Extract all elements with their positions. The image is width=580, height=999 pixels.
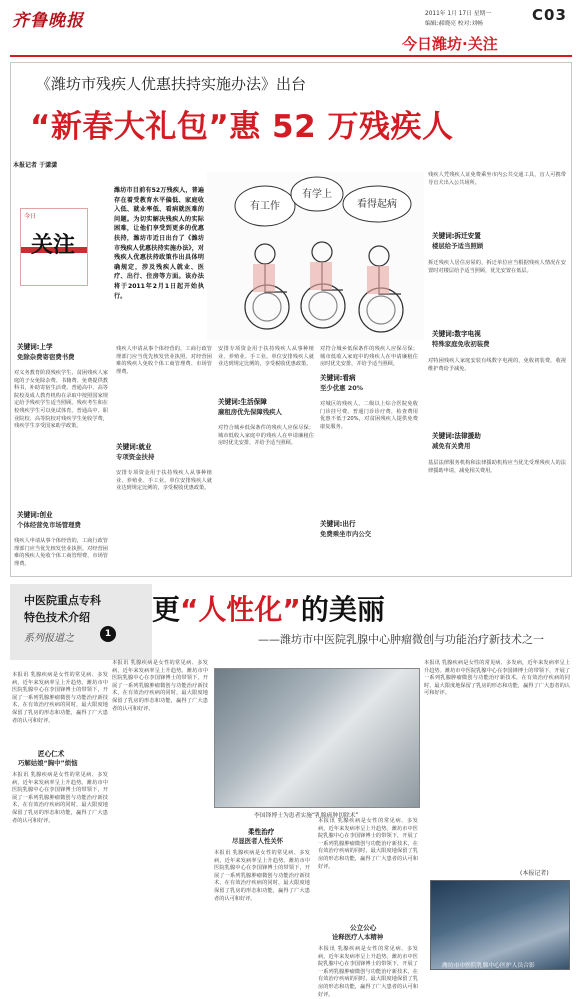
kw-tv-head: 关键词:数字电视: [432, 330, 481, 338]
kw-travel-keyword: 免费乘坐市内公交: [320, 530, 372, 538]
issue-date: 2011年 1月 17日 星期一: [425, 11, 492, 17]
staff-photo: [430, 880, 570, 970]
kw-school-head: 关键词:上学: [17, 343, 53, 351]
bubble-work: 有工作: [250, 201, 280, 212]
page-number: C03: [532, 6, 567, 24]
kw-life-body: 对符合城乡低保条件的残疾人应保尽保；城市低收入家庭中的残疾人在申请廉租住房时优先安排，并给予适当照顾。: [218, 425, 314, 447]
bubble-school: 有学上: [302, 189, 332, 200]
kw-relocate-keyword: 楼层给予适当照顾: [432, 242, 484, 250]
kw-relocate-head: 关键词:拆迁安置: [432, 232, 481, 240]
kw-employ-head: 关键词:就业: [116, 443, 152, 451]
series-band-line2: 特色技术介绍: [24, 611, 90, 624]
badge-top-label: 今日: [24, 213, 37, 220]
kw-medical-body: 对城区的残疾人，二级以上综合医院免收门诊挂号费、普通门诊诊疗费，检查费用优惠不低于20%，对贫困残疾人提供免费康复服务。: [320, 401, 418, 430]
a2-sec1-head: 匠心仁术: [38, 750, 65, 758]
a2-sec1-sub: 巧解姑娘“胸中”烦恼: [18, 759, 78, 767]
kw-tv-body: 对特困残疾人家庭安装有线数字电视的，免收初装费，收视维护费给予减免。: [428, 358, 566, 372]
kw-startup-body: 残疾人申请从事个体经营的，工商行政管理部门应当优先核发营业执照。对经营困难的残疾人免收个体工商管理费、市场管理费。: [14, 538, 108, 567]
kw-medical-keyword: 至少优惠 20%: [320, 384, 364, 392]
a2-sec2-sub: 尽显医者人性关怀: [232, 837, 284, 845]
a2-intro: 本报讯 乳腺疾病是女性的常见病、多发病，近年来发病率呈上升趋势。潍坊市中医院乳腺中心在李国锋博士的带领下，开展了一系列乳腺肿瘤微创与功能治疗新技术，在有效治疗疾病的同时，最大限度地保留了乳房的形态和功能，赢得了广大患者的认可和好评。: [12, 672, 108, 724]
bubble-medical: 看得起病: [357, 199, 397, 210]
a2-sec3-head: 公立公心: [350, 924, 377, 932]
series-band-line1: 中医院重点专科: [24, 594, 101, 607]
a2-col2-body: 本报讯 乳腺疾病是女性的常见病、多发病，近年来发病率呈上升趋势。潍坊市中医院乳腺中心在李国锋博士的带领下，开展了一系列乳腺肿瘤微创与功能治疗新技术，在有效治疗疾病的同时，最大限度地保留了乳房的形态和功能，赢得了广大患者的认可和好评。: [112, 660, 208, 712]
kw-employ-keyword: 专项资金扶持: [116, 453, 155, 461]
article2-subtitle: ——潍坊市中医院乳腺中心肿瘤微创与功能治疗新技术之一: [258, 633, 544, 646]
article1-byline: 本报记者 于潇潇: [13, 162, 58, 169]
kw-legal-body: 基层法律服务机构和法律援助机构应当优先受理残疾人的法律援助申请，减免相关费用。: [428, 460, 566, 474]
today-focus-badge: [20, 208, 88, 286]
kw-employ-body: 安排专项资金用于扶持残疾人从事种植业、养殖业、手工业。单位安排残疾人就业达到规定比例的，享受税收优惠政策。: [116, 470, 212, 492]
a2-sec2-head: 柔性治疗: [248, 828, 275, 836]
section-name: 今日潍坊·关注: [402, 35, 498, 53]
kw-startup-cont: 残疾人申请从事个体经营的，工商行政管理部门应当优先核发营业执照。对经营困难的残疾人免收个体工商管理费、市场管理费。: [116, 346, 212, 375]
newspaper-brand: 齐鲁晚报: [12, 11, 84, 31]
kw-travel-head: 关键词:出行: [320, 520, 356, 528]
kw-legal-keyword: 减免有关费用: [432, 442, 471, 450]
headline-right: 的美丽: [300, 593, 385, 626]
kw-startup-keyword: 个体经营免市场管理费: [17, 521, 81, 529]
a2-col5-body: 本报讯 乳腺疾病是女性的常见病、多发病，近年来发病率呈上升趋势。潍坊市中医院乳腺中心在李国锋博士的带领下，开展了一系列乳腺肿瘤微创与功能治疗新技术，在有效治疗疾病的同时，最大限度地保留了乳房的形态和功能，赢得了广大患者的认可和好评。: [424, 660, 570, 697]
kw-startup-head: 关键词:创业: [17, 511, 53, 519]
headline-left: 更: [152, 593, 181, 626]
badge-main-label: 关注: [31, 233, 76, 258]
header-rule: [10, 55, 572, 57]
article1-headline: “新春大礼包”惠 52 万残疾人: [30, 109, 454, 145]
kw-life-cont: 对符合城乡低保条件的残疾人应保尽保；城市低收入家庭中的残疾人在申请廉租住房时优先安排，并给予适当照顾。: [320, 346, 418, 368]
kw-relocate-body: 拆迁残疾人居住房屋的，拆迁单位应当根据残疾人情况在安置时对楼层给予适当照顾，优先安置在低层。: [428, 260, 566, 274]
kw-life-head: 关键词:生活保障: [218, 398, 267, 406]
kw-life-keyword: 廉租房优先保障残疾人: [218, 408, 282, 416]
kw-tv-keyword: 特殊家庭免收初装费: [432, 340, 490, 348]
a2-col1-body: 本报讯 乳腺疾病是女性的常见病、多发病，近年来发病率呈上升趋势。潍坊市中医院乳腺中心在李国锋博士的带领下，开展了一系列乳腺肿瘤微创与功能治疗新技术，在有效治疗疾病的同时，最大限度地保留了乳房的形态和功能，赢得了广大患者的认可和好评。: [12, 772, 108, 824]
a2-col4-body: 本报讯 乳腺疾病是女性的常见病、多发病，近年来发病率呈上升趋势。潍坊市中医院乳腺中心在李国锋博士的带领下，开展了一系列乳腺肿瘤微创与功能治疗新技术，在有效治疗疾病的同时，最大限度地保留了乳房的形态和功能，赢得了广大患者的认可和好评。: [318, 818, 418, 870]
wheelchair-illustration: [207, 172, 424, 340]
editor-line: 编辑:郝晓亮 校对:刘畅: [425, 21, 483, 27]
series-number: 1: [100, 626, 116, 642]
a2-col4-tail: 本报讯 乳腺疾病是女性的常见病、多发病，近年来发病率呈上升趋势。潍坊市中医院乳腺中心在李国锋博士的带领下，开展了一系列乳腺肿瘤微创与功能治疗新技术，在有效治疗疾病的同时，最大限度地保留了乳房的形态和功能，赢得了广大患者的认可和好评。: [318, 946, 418, 998]
a2-sec3-sub: 诠释医疗人本精神: [332, 933, 384, 941]
a2-signature: (本报记者): [520, 870, 549, 877]
staff-photo-caption: 潍坊市中医院乳腺中心医护人员合影: [442, 963, 535, 969]
headline-quote: “人性化”: [180, 593, 301, 626]
kw-medical-head: 关键词:看病: [320, 374, 356, 382]
kw-travel-body: 残疾人凭残疾人证免费乘坐市内公共交通工具，盲人可携带导盲犬出入公共场所。: [428, 172, 566, 186]
article1-lead: 潍坊市目前有52万残疾人，普遍存在着受教育水平偏低、家庭收入低、就业率低、看病就医难的问题。为切实解决残疾人的实际困难，让他们享受到更多的优惠扶持，潍坊市近日出台了《潍坊市残疾人优惠扶持实施办法》，对残疾人优惠扶持政策作出具体明确规定，涉及残疾人就业、医疗、出行、住房等方面。该办法将于2011年2月1日起开始执行。: [114, 187, 204, 300]
series-band-line3: 系列报道之: [24, 633, 74, 644]
article2-headline: [152, 588, 385, 628]
a2-col3-body: 本报讯 乳腺疾病是女性的常见病、多发病，近年来发病率呈上升趋势。潍坊市中医院乳腺中心在李国锋博士的带领下，开展了一系列乳腺肿瘤微创与功能治疗新技术，在有效治疗疾病的同时，最大限度地保留了乳房的形态和功能，赢得了广大患者的认可和好评。: [214, 850, 310, 902]
article1-subtitle: 《潍坊市残疾人优惠扶持实施办法》出台: [36, 75, 307, 93]
kw-school-body: 对义务教育阶段残疾学生、贫困残疾人家庭的子女免除杂费、书籍费、免费提供教科书，补助寄宿生活费。普通高中、高等院校及成人教育机构在录取中按照国家规定给予残疾学生适当照顾。残疾考生和在校残疾学生可以免试体育。普通高中、职业院校、高等院校对残疾学生免收学费，残疾学生享受国家助学政策。: [14, 370, 108, 430]
kw-school-keyword: 免除杂费寄宿费书费: [17, 353, 75, 361]
surgery-photo: [214, 668, 420, 808]
kw-employ-cont: 安排专项资金用于扶持残疾人从事种植业、养殖业、手工业。单位安排残疾人就业达到规定比例的，享受税收优惠政策。: [218, 346, 314, 368]
kw-legal-head: 关键词:法律援助: [432, 432, 481, 440]
surgery-photo-caption: 李国锋博士为患者实施“乳腺癌肿切除术”: [254, 813, 359, 819]
